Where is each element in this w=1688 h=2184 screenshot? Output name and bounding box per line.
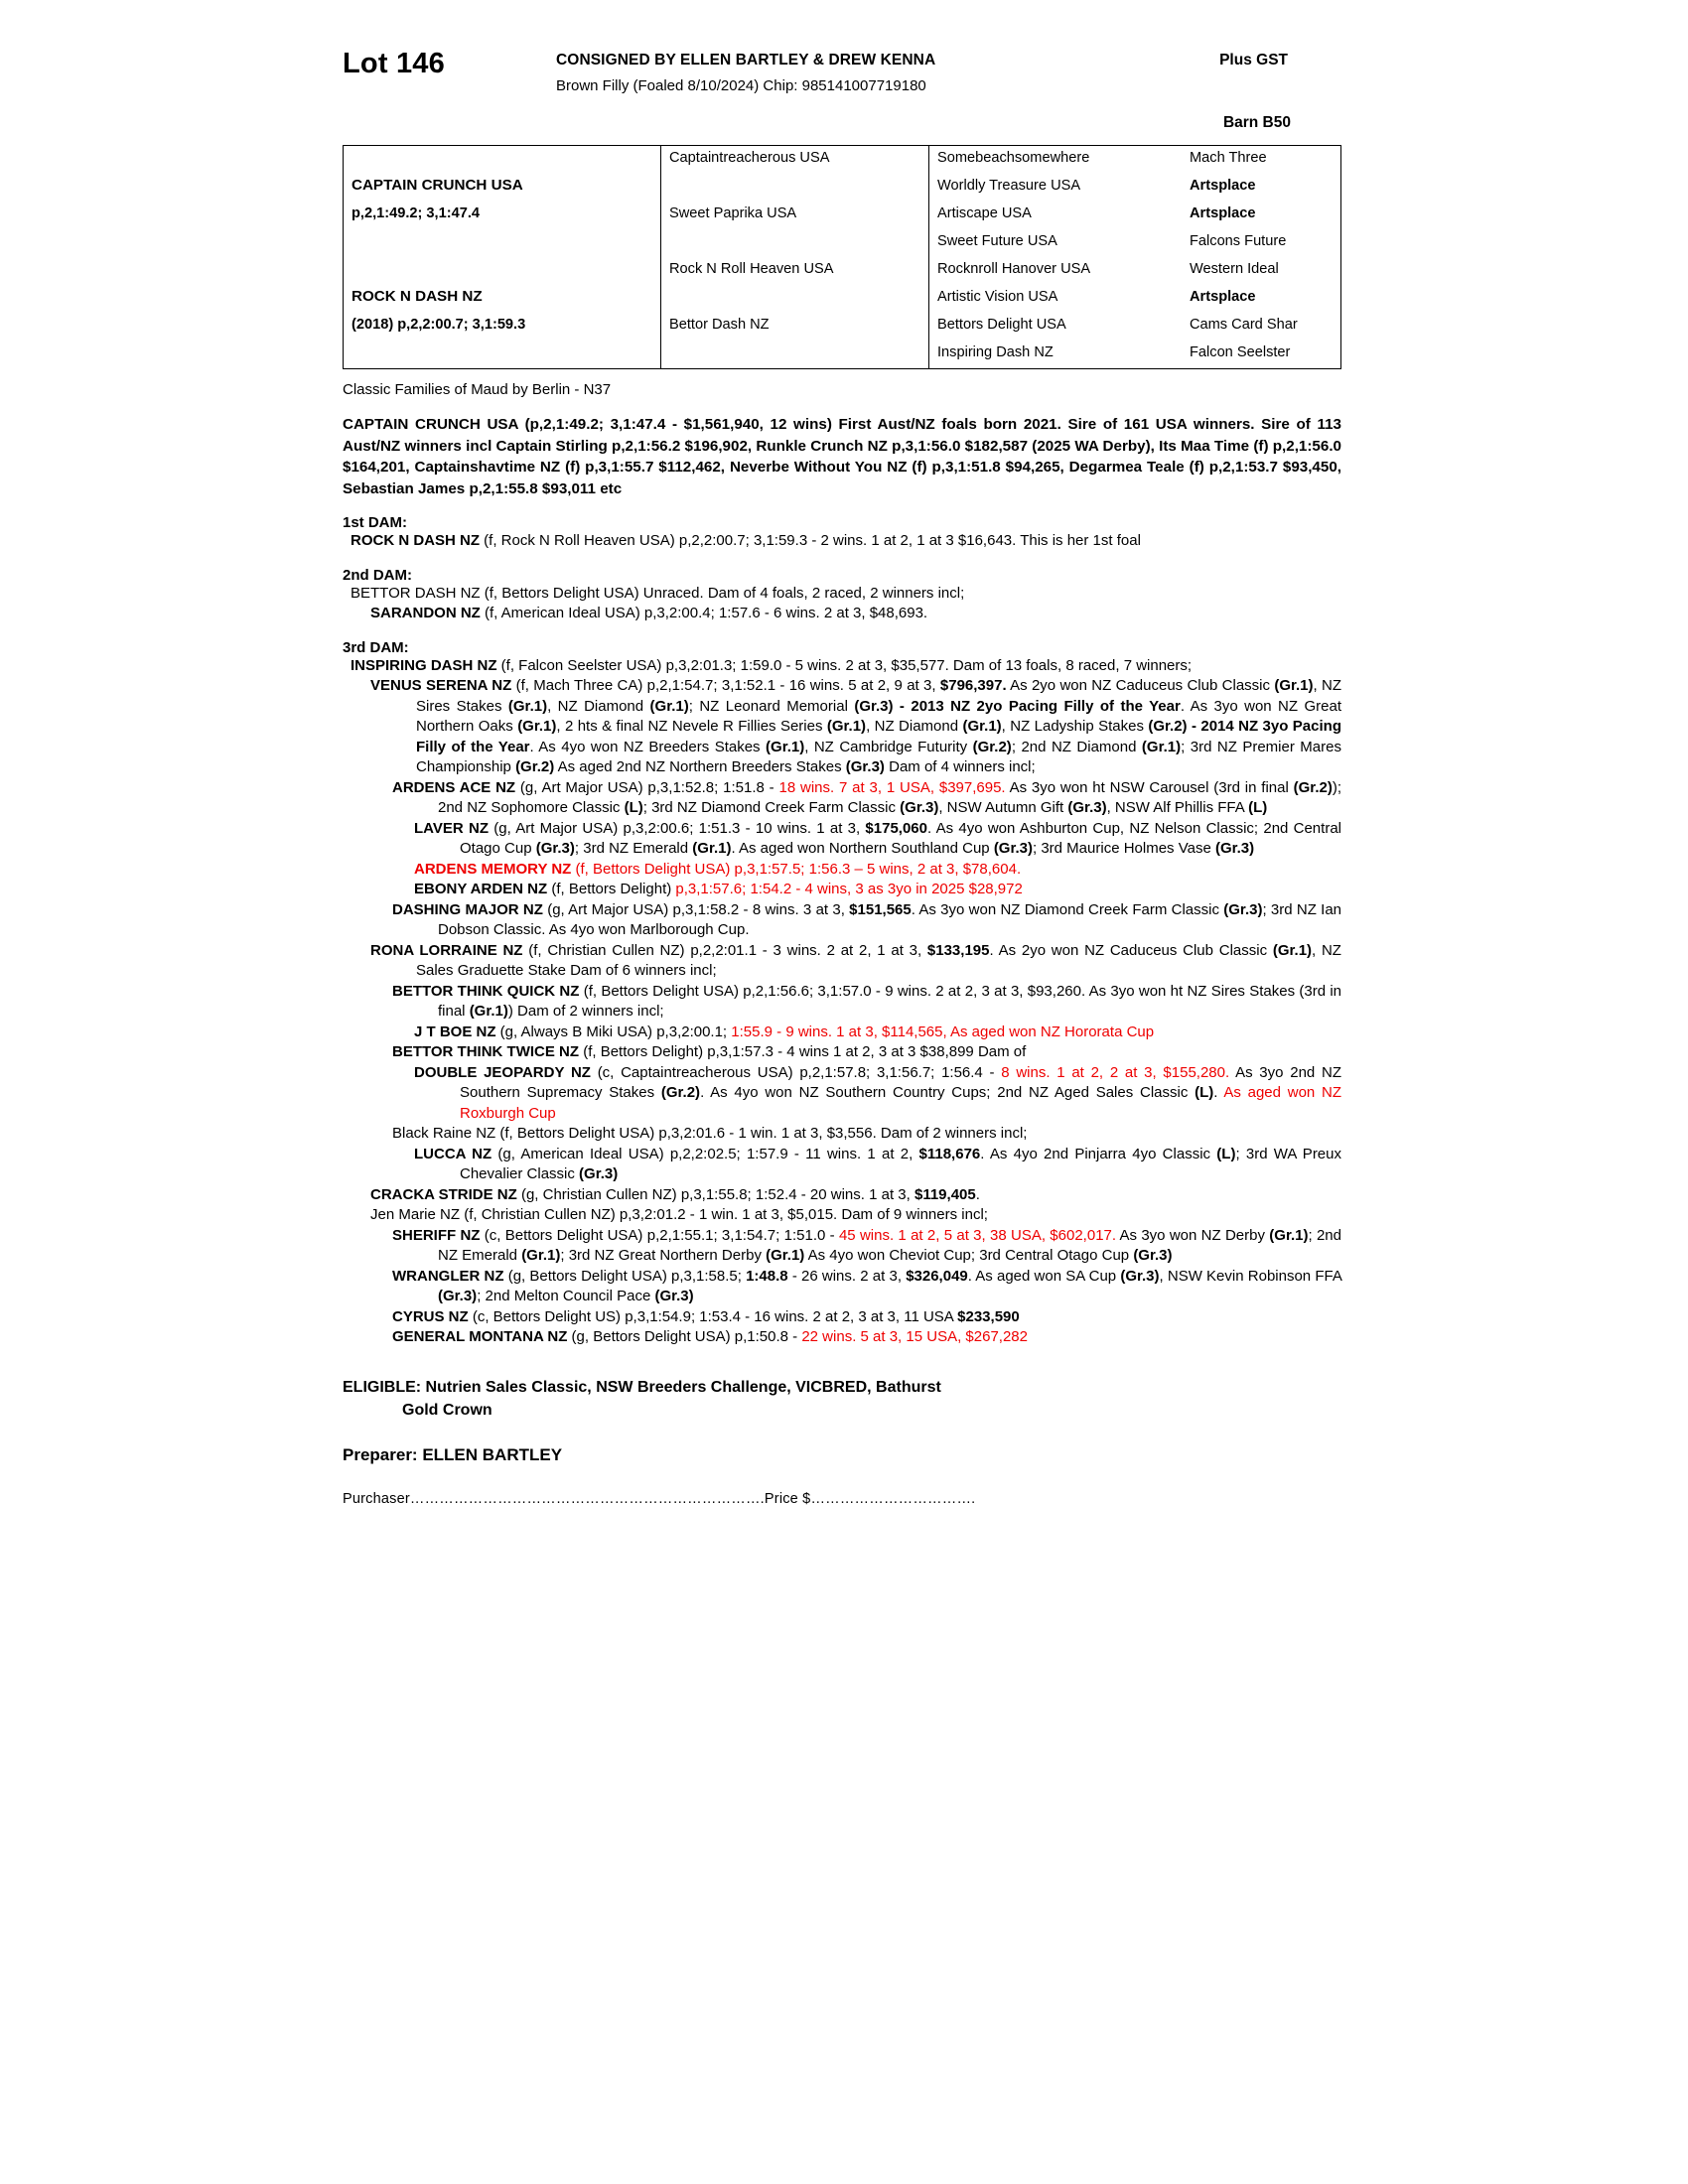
progeny-entry [414, 880, 1341, 900]
progeny-name: Jen Marie NZ [370, 1206, 461, 1223]
progeny-detail-segment: (Gr.1) [692, 840, 732, 857]
progeny-detail-segment: As aged won NZ Roxburgh Cup [460, 1084, 1342, 1122]
pedigree-table [343, 145, 1341, 369]
pedigree-gen3-cell: Artistic Vision USA [929, 285, 1183, 313]
pedigree-gen3-cell: Inspiring Dash NZ [929, 341, 1183, 368]
progeny-detail-segment: (Gr.3) [535, 840, 575, 857]
purchaser-line: Purchaser……………………………………………………………….Price $……………………………. [343, 1490, 976, 1507]
progeny-detail-segment: - 26 wins. 2 at 3, [787, 1267, 907, 1285]
sire-summary: CAPTAIN CRUNCH USA (p,2,1:49.2; 3,1:47.4 - $1,561,940, 12 wins) First Aust/NZ foals born 2021. Sire of 161 USA winners. Sire of 113 Aust/NZ winners incl Captain Stirling p,2,1:56.2 $196,902, Runkle Crunch NZ p,3,1:56.0 $182,587 (2025 WA Derby), Its Maa Time (f) p,2,1:56.0 $164,201, Captainshavtime NZ (f) p,3,1:55.7 $112,462, Neverbe Without You NZ (f) p,3,1:51.8 $94,265, Degarmea Teale (f) p,2,1:53.7 $93,450, Sebastian James p,2,1:55.8 $93,011 etc [343, 416, 1341, 497]
progeny-detail-segment: (f, Bettors Delight USA) p,3,1:57.5; 1:56.3 – 5 wins, 2 at 3, $78,604. [571, 860, 1022, 878]
progeny-entry [392, 1267, 1341, 1307]
progeny-detail-segment: 45 wins. 1 at 2, 5 at 3, 38 USA, $602,017. [838, 1226, 1117, 1244]
progeny-detail-segment: As 3yo won NZ Derby [1116, 1226, 1270, 1244]
progeny-detail-segment: (g, Art Major USA) p,3,1:58.2 - 8 wins. 3 at 3, [542, 900, 850, 918]
pedigree-gen4-cell: Falcons Future [1190, 233, 1287, 249]
progeny-detail-segment: . As 4yo won NZ Southern Country Cups; 2nd NZ Aged Sales Classic [700, 1084, 1196, 1101]
progeny-detail-segment: (L) [624, 799, 643, 816]
pedigree-gen2-cell: Sweet Paprika USA [661, 202, 929, 229]
progeny-entry [370, 1185, 1341, 1206]
progeny-detail-segment: . As 3yo won NZ Great Northern Oaks [416, 697, 1341, 735]
progeny-detail-segment: $118,676 [918, 1145, 981, 1162]
first-dam-heading: 1st DAM: [343, 514, 408, 531]
progeny-detail-segment: As aged 2nd NZ Northern Breeders Stakes [554, 758, 846, 775]
progeny-name: Black Raine NZ [392, 1125, 496, 1142]
pedigree-row [344, 285, 1394, 313]
progeny-detail-segment: $233,590 [957, 1307, 1020, 1325]
progeny-detail-segment: (f, Christian Cullen NZ) p,2,2:01.1 - 3 wins. 2 at 2, 1 at 3, [522, 941, 927, 959]
progeny-detail-segment: ; 2nd Melton Council Pace [477, 1288, 655, 1304]
page-header [343, 40, 1345, 135]
pedigree-row [344, 146, 1394, 174]
progeny-name: DOUBLE JEOPARDY NZ [414, 1063, 591, 1081]
progeny-detail-segment: (g, Art Major USA) p,3,1:52.8; 1:51.8 - [515, 778, 779, 796]
progeny-detail-segment: (Gr.3) [993, 840, 1033, 857]
progeny-detail-segment: , NZ Sales Graduette Stake Dam of 6 winners incl; [416, 941, 1341, 979]
pedigree-gen4-cell: Artsplace [1190, 289, 1256, 305]
pedigree-gen2-cell [661, 174, 929, 202]
progeny-detail-segment: (L) [1216, 1145, 1236, 1162]
progeny-detail-segment: (g, Bettors Delight USA) p,1:50.8 - [567, 1328, 802, 1345]
progeny-detail-segment: (g, American Ideal USA) p,2,2:02.5; 1:57.9 - 11 wins. 1 at 2, [492, 1145, 919, 1162]
progeny-detail-segment: (Gr.3) [1214, 840, 1255, 857]
progeny-name: WRANGLER NZ [392, 1267, 504, 1285]
progeny-name: CYRUS NZ [392, 1307, 469, 1325]
progeny-detail-segment: (Gr.1) [517, 718, 557, 735]
progeny-detail-segment: . As 3yo won NZ Diamond Creek Farm Classic [911, 900, 1224, 918]
progeny-detail-segment: (Gr.3) [845, 758, 885, 775]
progeny-detail-segment: (Gr.2) [972, 738, 1012, 755]
pedigree-gen3-cell: Sweet Future USA [929, 229, 1183, 257]
pedigree-cell-blank [344, 257, 661, 285]
progeny-detail-segment: (c, Captaintreacherous USA) p,2,1:57.8; 3,1:56.7; 1:56.4 - [590, 1063, 1002, 1081]
progeny-detail-segment: (Gr.3) [1067, 799, 1107, 816]
progeny-detail-segment: As 2yo won NZ Caduceus Club Classic [1006, 677, 1275, 694]
progeny-entry [392, 1327, 1341, 1348]
progeny-detail-segment: (Gr.2) [1293, 778, 1333, 796]
progeny-detail-segment: (Gr.3) [900, 799, 939, 816]
progeny-entry [414, 819, 1341, 860]
progeny-entry [392, 1042, 1341, 1063]
classic-families: Classic Families of Maud by Berlin - N37 [343, 381, 612, 398]
plus-gst-label: Plus GST [1219, 52, 1288, 68]
progeny-list [343, 676, 1345, 1348]
progeny-name: ARDENS MEMORY NZ [414, 860, 572, 878]
sarandon-detail: (f, American Ideal USA) p,3,2:00.4; 1:57.6 - 6 wins. 2 at 3, $48,693. [480, 605, 928, 621]
progeny-detail-segment: $119,405 [914, 1185, 976, 1203]
progeny-detail-segment: (Gr.1) [649, 697, 689, 715]
progeny-detail-segment: ; 2nd NZ Diamond [1011, 738, 1142, 755]
progeny-detail-segment: ; 3rd NZ Premier Mares Championship [416, 738, 1341, 775]
third-dam-name: INSPIRING DASH NZ [351, 656, 497, 674]
progeny-detail-segment: , NZ Diamond [547, 697, 650, 715]
eligible-line-2: Gold Crown [402, 1401, 492, 1419]
progeny-detail-segment: (Gr.1) [766, 738, 805, 755]
progeny-detail-segment: $175,060 [865, 819, 927, 837]
progeny-detail-segment: (f, Bettors Delight) p,3,1:57.3 - 4 wins 1 at 2, 3 at 3 $38,899 Dam of [579, 1043, 1027, 1060]
progeny-entry [370, 941, 1341, 982]
progeny-detail-segment: , NSW Kevin Robinson FFA [1159, 1267, 1342, 1285]
progeny-name: BETTOR THINK TWICE NZ [392, 1043, 580, 1060]
pedigree-gen3-cell: Rocknroll Hanover USA [929, 257, 1183, 285]
progeny-detail-segment: $133,195 [926, 941, 990, 959]
pedigree-gen2-cell: Captaintreacherous USA [661, 146, 929, 174]
progeny-detail-segment: ); 2nd NZ Sophomore Classic [438, 778, 1341, 816]
progeny-detail-segment: Dam of 4 winners incl; [884, 758, 1036, 775]
progeny-detail-segment: $326,049 [906, 1267, 968, 1285]
progeny-detail-segment: $151,565 [849, 900, 912, 918]
progeny-detail-segment: 18 wins. 7 at 3, 1 USA, $397,695. [778, 778, 1006, 796]
progeny-detail-segment: . As 4yo won NZ Breeders Stakes [529, 738, 767, 755]
dam-marks: (2018) p,2,2:00.7; 3,1:59.3 [352, 317, 526, 333]
second-dam-entry [351, 584, 1341, 605]
page-content [343, 40, 1345, 1507]
progeny-detail-segment: ; 3rd WA Preux Chevalier Classic [460, 1145, 1341, 1182]
progeny-detail-segment: (g, Christian Cullen NZ) p,3,1:55.8; 1:52.4 - 20 wins. 1 at 3, [516, 1185, 914, 1203]
progeny-detail-segment: (Gr.1) [469, 1003, 508, 1020]
progeny-detail-segment: (Gr.3) [438, 1288, 478, 1304]
barn-label: Barn B50 [1222, 114, 1291, 131]
progeny-detail-segment: (f, Bettors Delight USA) p,2,1:56.6; 3,1:57.0 - 9 wins. 2 at 2, 3 at 3, $93,260. As 3yo won ht NZ Sires Stakes (3rd in final [438, 982, 1341, 1020]
progeny-detail-segment: . As 4yo won Ashburton Cup, NZ Nelson Classic; 2nd Central Otago Cup [460, 819, 1341, 857]
pedigree-row [344, 174, 1394, 202]
pedigree-gen4-cell: Western Ideal [1190, 261, 1279, 277]
consignor-line: CONSIGNED BY ELLEN BARTLEY & DREW KENNA [556, 52, 936, 68]
progeny-detail-segment: (Gr.3) [1223, 900, 1263, 918]
progeny-detail-segment: ; 3rd NZ Great Northern Derby [560, 1247, 767, 1264]
progeny-detail-segment: (g, Art Major USA) p,3,2:00.6; 1:51.3 - 10 wins. 1 at 3, [488, 819, 866, 837]
pedigree-gen4-cell: Falcon Seelster [1190, 344, 1291, 360]
progeny-detail-segment: (Gr.1) [962, 718, 1002, 735]
progeny-entry [414, 1023, 1341, 1043]
dam-name: ROCK N DASH NZ [352, 288, 483, 305]
progeny-entry [370, 1205, 1341, 1226]
progeny-entry [414, 860, 1341, 881]
first-dam-detail: (f, Rock N Roll Heaven USA) p,2,2:00.7; 3,1:59.3 - 2 wins. 1 at 2, 1 at 3 $16,643. This is her 1st foal [480, 532, 1141, 549]
progeny-detail-segment: (f, Bettors Delight) [547, 881, 676, 897]
progeny-detail-segment: (Gr.1) [1269, 1226, 1309, 1244]
progeny-detail-segment: 1:55.9 - 9 wins. 1 at 3, $114,565, As aged won NZ Hororata Cup [731, 1023, 1155, 1040]
progeny-name: CRACKA STRIDE NZ [370, 1185, 517, 1203]
progeny-detail-segment: (Gr.3) [579, 1165, 619, 1182]
progeny-detail-segment: . As 2yo won NZ Caduceus Club Classic [989, 941, 1273, 959]
pedigree-row [344, 202, 1394, 229]
pedigree-row [344, 341, 1394, 368]
progeny-detail-segment: p,3,1:57.6; 1:54.2 - 4 wins, 3 as 3yo in 2025 $28,972 [675, 881, 1023, 897]
progeny-detail-segment: (Gr.3) [1120, 1267, 1160, 1285]
third-dam-entry [351, 656, 1341, 677]
progeny-detail-segment: ; 2nd NZ Emerald [438, 1226, 1341, 1264]
progeny-detail-segment: (Gr.2) - 2014 NZ 3yo Pacing Filly of the Year [416, 718, 1341, 755]
progeny-detail-segment: , NZ Cambridge Futurity [804, 738, 973, 755]
third-dam-detail: (f, Falcon Seelster USA) p,3,2:01.3; 1:59.0 - 5 wins. 2 at 3, $35,577. Dam of 13 foals, 8 raced, 7 winners; [496, 656, 1193, 674]
third-dam-heading: 3rd DAM: [343, 638, 409, 656]
eligible-block [343, 1376, 1345, 1422]
pedigree-gen3-cell: Somebeachsomewhere [929, 146, 1183, 174]
progeny-detail-segment: (Gr.1) [1274, 677, 1314, 694]
progeny-entry [392, 778, 1341, 819]
first-dam-entry [351, 531, 1341, 552]
progeny-detail-segment: (Gr.1) [826, 718, 867, 735]
progeny-detail-segment: . [975, 1185, 980, 1203]
progeny-detail-segment: , NZ Sires Stakes [416, 677, 1342, 715]
progeny-detail-segment: 1:48.8 [746, 1267, 788, 1285]
progeny-detail-segment: (c, Bettors Delight USA) p,2,1:55.1; 3,1:54.7; 1:51.0 - [480, 1226, 839, 1244]
progeny-name: J T BOE NZ [414, 1023, 496, 1040]
progeny-entry [392, 982, 1341, 1023]
pedigree-cell-blank [344, 146, 661, 174]
pedigree-cell-blank [344, 341, 661, 368]
progeny-detail-segment: (Gr.3) [654, 1288, 694, 1304]
progeny-detail-segment: (Gr.1) [1141, 738, 1182, 755]
progeny-detail-segment: As 3yo 2nd NZ Southern Supremacy Stakes [460, 1063, 1341, 1101]
sarandon-name: SARANDON NZ [370, 605, 481, 621]
progeny-name: VENUS SERENA NZ [370, 677, 512, 694]
first-dam-name: ROCK N DASH NZ [351, 532, 480, 549]
progeny-detail-segment: 8 wins. 1 at 2, 2 at 3, $155,280. [1001, 1063, 1230, 1081]
progeny-detail-segment: , NZ Ladyship Stakes [1001, 718, 1149, 735]
progeny-detail-segment: . As aged won Northern Southland Cup [731, 840, 994, 857]
progeny-detail-segment: (f, Bettors Delight USA) p,3,2:01.6 - 1 win. 1 at 3, $3,556. Dam of 2 winners incl; [495, 1125, 1028, 1142]
progeny-detail-segment: ; 3rd Maurice Holmes Vase [1033, 840, 1215, 857]
pedigree-row [344, 313, 1394, 341]
progeny-detail-segment: (f, Christian Cullen NZ) p,3,2:01.2 - 1 win. 1 at 3, $5,015. Dam of 9 winners incl; [460, 1206, 988, 1223]
progeny-detail-segment: (L) [1195, 1084, 1214, 1101]
progeny-entry [414, 1145, 1341, 1185]
pedigree-cell-blank [344, 229, 661, 257]
pedigree-gen4-cell: Artsplace [1190, 178, 1256, 194]
progeny-detail-segment: . As 4yo 2nd Pinjarra 4yo Classic [980, 1145, 1217, 1162]
second-dam-heading: 2nd DAM: [343, 566, 412, 584]
progeny-name: RONA LORRAINE NZ [370, 941, 523, 959]
progeny-detail-segment: , 2 hts & final NZ Nevele R Fillies Series [556, 718, 827, 735]
progeny-detail-segment: , NSW Alf Phillis FFA [1106, 799, 1249, 816]
progeny-detail-segment: (Gr.2) [515, 758, 555, 775]
progeny-detail-segment: (Gr.2) [660, 1084, 701, 1101]
sire-marks: p,2,1:49.2; 3,1:47.4 [352, 205, 480, 221]
progeny-name: EBONY ARDEN NZ [414, 881, 548, 897]
lot-number: Lot 146 [343, 48, 445, 79]
progeny-entry [392, 1124, 1341, 1145]
progeny-detail-segment: , NZ Diamond [866, 718, 963, 735]
pedigree-gen3-cell: Artiscape USA [929, 202, 1183, 229]
progeny-entry [392, 900, 1341, 941]
progeny-detail-segment: (c, Bettors Delight US) p,3,1:54.9; 1:53.4 - 16 wins. 2 at 2, 3 at 3, 11 USA [468, 1307, 958, 1325]
horse-description: Brown Filly (Foaled 8/10/2024) Chip: 985141007719180 [556, 77, 926, 94]
pedigree-gen2-cell: Bettor Dash NZ [661, 313, 929, 341]
progeny-detail-segment: (g, Always B Miki USA) p,3,2:00.1; [495, 1023, 732, 1040]
progeny-entry [392, 1226, 1341, 1267]
pedigree-gen4-cell: Mach Three [1190, 150, 1267, 166]
progeny-detail-segment: As 4yo won Cheviot Cup; 3rd Central Otago Cup [804, 1247, 1134, 1264]
pedigree-row [344, 229, 1394, 257]
progeny-name: LUCCA NZ [414, 1145, 492, 1162]
pedigree-gen2-cell [661, 341, 929, 368]
progeny-detail-segment: , NSW Autumn Gift [938, 799, 1068, 816]
progeny-detail-segment: As 3yo won ht NSW Carousel (3rd in final [1005, 778, 1294, 796]
pedigree-gen3-cell: Bettors Delight USA [929, 313, 1183, 341]
progeny-entry [392, 1307, 1341, 1328]
progeny-name: BETTOR THINK QUICK NZ [392, 982, 580, 1000]
progeny-detail-segment: (Gr.1) [521, 1247, 561, 1264]
progeny-detail-segment: (Gr.3) [1133, 1247, 1173, 1264]
second-dam-progeny [370, 604, 1341, 624]
pedigree-gen4-cell: Artsplace [1190, 205, 1256, 221]
progeny-detail-segment: ; NZ Leonard Memorial [688, 697, 855, 715]
progeny-detail-segment: (Gr.1) [1272, 941, 1313, 959]
progeny-entry [370, 676, 1341, 778]
progeny-detail-segment: (Gr.1) [766, 1247, 805, 1264]
progeny-name: LAVER NZ [414, 819, 489, 837]
progeny-detail-segment: . [1213, 1084, 1224, 1101]
second-dam-text: BETTOR DASH NZ (f, Bettors Delight USA) Unraced. Dam of 4 foals, 2 raced, 2 winners incl; [351, 584, 965, 602]
progeny-name: ARDENS ACE NZ [392, 778, 516, 796]
progeny-detail-segment: (Gr.1) [507, 697, 548, 715]
pedigree-gen2-cell [661, 285, 929, 313]
progeny-detail-segment: ; 3rd NZ Emerald [574, 840, 693, 857]
progeny-detail-segment: (f, Mach Three CA) p,2,1:54.7; 3,1:52.1 - 16 wins. 5 at 2, 9 at 3, [511, 677, 940, 694]
preparer-line: Preparer: ELLEN BARTLEY [343, 1444, 563, 1464]
progeny-name: DASHING MAJOR NZ [392, 900, 543, 918]
progeny-name: GENERAL MONTANA NZ [392, 1328, 568, 1345]
pedigree-gen3-cell: Worldly Treasure USA [929, 174, 1183, 202]
sire-name: CAPTAIN CRUNCH USA [352, 177, 523, 194]
progeny-name: SHERIFF NZ [392, 1226, 481, 1244]
pedigree-gen4-cell: Cams Card Shar [1190, 317, 1298, 333]
progeny-entry [414, 1063, 1341, 1125]
progeny-detail-segment: ) Dam of 2 winners incl; [507, 1003, 664, 1020]
pedigree-gen2-cell [661, 229, 929, 257]
eligible-line-1: ELIGIBLE: Nutrien Sales Classic, NSW Breeders Challenge, VICBRED, Bathurst [343, 1378, 941, 1396]
progeny-detail-segment: . As aged won SA Cup [967, 1267, 1121, 1285]
progeny-detail-segment: (g, Bettors Delight USA) p,3,1:58.5; [503, 1267, 747, 1285]
progeny-detail-segment: ; 3rd NZ Ian Dobson Classic. As 4yo won Marlborough Cup. [438, 900, 1342, 938]
progeny-detail-segment: $796,397. [939, 677, 1007, 694]
progeny-detail-segment: ; 3rd NZ Diamond Creek Farm Classic [642, 799, 901, 816]
pedigree-row [344, 257, 1394, 285]
pedigree-gen2-cell: Rock N Roll Heaven USA [661, 257, 929, 285]
progeny-detail-segment: 22 wins. 5 at 3, 15 USA, $267,282 [801, 1328, 1028, 1345]
progeny-detail-segment: (L) [1248, 799, 1268, 816]
progeny-detail-segment: (Gr.3) - 2013 NZ 2yo Pacing Filly of the Year [854, 697, 1181, 715]
